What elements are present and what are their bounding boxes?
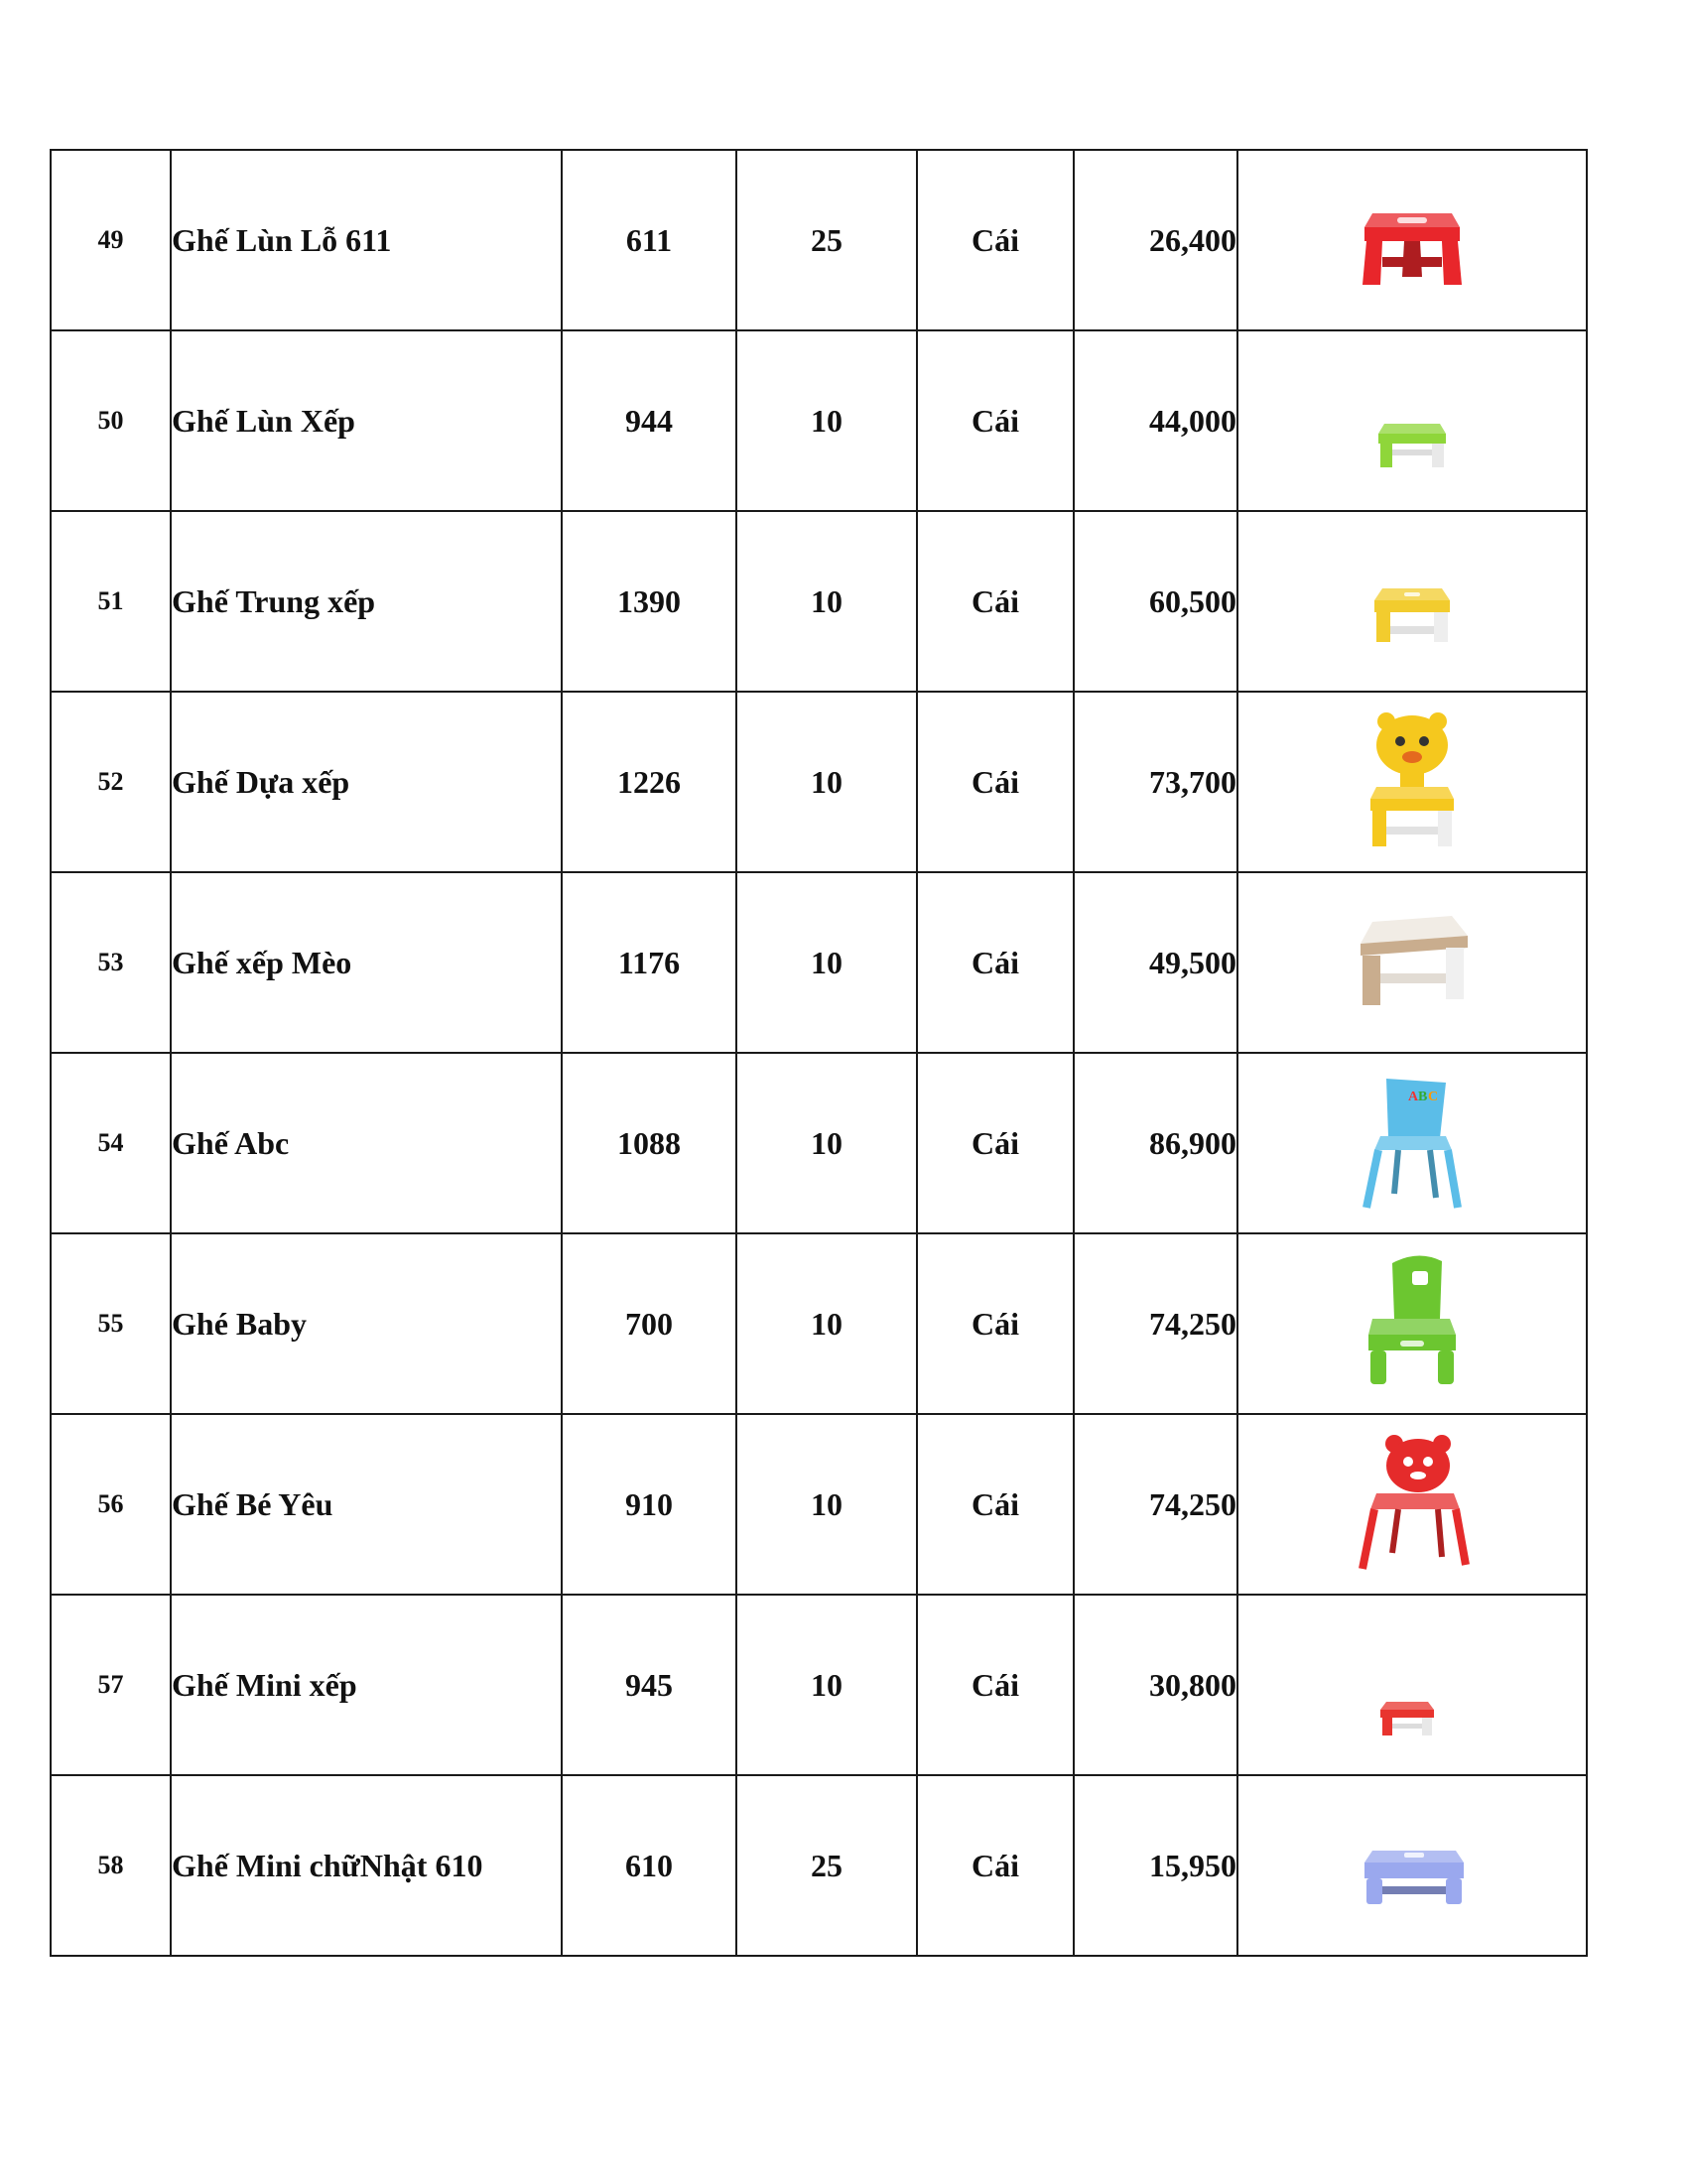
- product-name-cell: Ghế Bé Yêu: [171, 1414, 562, 1595]
- unit-cell: Cái: [917, 1775, 1074, 1956]
- row-number-cell: 52: [51, 692, 171, 872]
- unit-cell: Cái: [917, 150, 1074, 330]
- table-row: [51, 692, 1587, 872]
- unit-price-cell: 86,900: [1074, 1053, 1237, 1233]
- unit-cell: Cái: [917, 330, 1074, 511]
- product-image-cell: [1237, 1414, 1587, 1595]
- product-image-cell: [1237, 1595, 1587, 1775]
- row-number-cell: 58: [51, 1775, 171, 1956]
- product-name-cell: Ghế xếp Mèo: [171, 872, 562, 1053]
- product-image-cell: [1237, 1053, 1587, 1233]
- unit-price-cell: 60,500: [1074, 511, 1237, 692]
- product-name-cell: Ghế Mini xếp: [171, 1595, 562, 1775]
- svg-text:A: A: [1408, 1090, 1419, 1104]
- green-folding-stool-icon: [1343, 346, 1482, 495]
- yellow-tiger-chair-icon: [1343, 707, 1482, 856]
- product-name-cell: Ghé Baby: [171, 1233, 562, 1414]
- pack-quantity-cell: 25: [736, 1775, 917, 1956]
- table-row: [51, 1595, 1587, 1775]
- product-code-cell: 944: [562, 330, 736, 511]
- pack-quantity-cell: 10: [736, 692, 917, 872]
- pack-quantity-cell: 10: [736, 330, 917, 511]
- product-code-cell: 700: [562, 1233, 736, 1414]
- pack-quantity-cell: 10: [736, 1053, 917, 1233]
- product-code-cell: 1226: [562, 692, 736, 872]
- row-number-cell: 49: [51, 150, 171, 330]
- table-body: [51, 150, 1587, 1956]
- beige-folding-stool-icon: [1343, 888, 1482, 1037]
- table-row: [51, 511, 1587, 692]
- row-number-cell: 50: [51, 330, 171, 511]
- red-bear-chair-icon: [1343, 1430, 1482, 1579]
- product-price-table: [50, 149, 1588, 1957]
- row-number-cell: 51: [51, 511, 171, 692]
- product-code-cell: 610: [562, 1775, 736, 1956]
- unit-price-cell: 73,700: [1074, 692, 1237, 872]
- pack-quantity-cell: 10: [736, 1233, 917, 1414]
- unit-price-cell: 49,500: [1074, 872, 1237, 1053]
- pack-quantity-cell: 10: [736, 872, 917, 1053]
- product-image-cell: [1237, 511, 1587, 692]
- table-row: [51, 1775, 1587, 1956]
- svg-text:C: C: [1428, 1090, 1439, 1104]
- product-name-cell: Ghế Lùn Lỗ 611: [171, 150, 562, 330]
- product-image-cell: [1237, 150, 1587, 330]
- row-number-cell: 56: [51, 1414, 171, 1595]
- product-image-cell: [1237, 330, 1587, 511]
- svg-text:B: B: [1418, 1090, 1428, 1104]
- row-number-cell: 54: [51, 1053, 171, 1233]
- product-code-cell: 1176: [562, 872, 736, 1053]
- unit-cell: Cái: [917, 511, 1074, 692]
- product-code-cell: 945: [562, 1595, 736, 1775]
- product-code-cell: 1390: [562, 511, 736, 692]
- unit-cell: Cái: [917, 692, 1074, 872]
- unit-price-cell: 30,800: [1074, 1595, 1237, 1775]
- product-code-cell: 910: [562, 1414, 736, 1595]
- table-row: [51, 1414, 1587, 1595]
- row-number-cell: 57: [51, 1595, 171, 1775]
- unit-cell: Cái: [917, 1053, 1074, 1233]
- unit-cell: Cái: [917, 1233, 1074, 1414]
- product-name-cell: Ghế Dựa xếp: [171, 692, 562, 872]
- table-row: [51, 1233, 1587, 1414]
- pack-quantity-cell: 10: [736, 1595, 917, 1775]
- row-number-cell: 55: [51, 1233, 171, 1414]
- product-code-cell: 611: [562, 150, 736, 330]
- unit-cell: Cái: [917, 1414, 1074, 1595]
- unit-cell: Cái: [917, 1595, 1074, 1775]
- pack-quantity-cell: 10: [736, 1414, 917, 1595]
- unit-cell: Cái: [917, 872, 1074, 1053]
- product-name-cell: Ghế Abc: [171, 1053, 562, 1233]
- product-image-cell: [1237, 692, 1587, 872]
- green-baby-chair-icon: [1343, 1249, 1482, 1398]
- product-name-cell: Ghế Lùn Xếp: [171, 330, 562, 511]
- unit-price-cell: 44,000: [1074, 330, 1237, 511]
- red-mini-stool-icon: [1343, 1610, 1482, 1759]
- table-row: [51, 1053, 1587, 1233]
- yellow-folding-stool-icon: [1343, 527, 1482, 676]
- red-low-stool-icon: [1343, 166, 1482, 315]
- product-name-cell: Ghế Trung xếp: [171, 511, 562, 692]
- blue-abc-chair-icon: [1343, 1069, 1482, 1218]
- pack-quantity-cell: 25: [736, 150, 917, 330]
- row-number-cell: 53: [51, 872, 171, 1053]
- product-name-cell: Ghế Mini chữNhật 610: [171, 1775, 562, 1956]
- unit-price-cell: 74,250: [1074, 1414, 1237, 1595]
- product-code-cell: 1088: [562, 1053, 736, 1233]
- table-row: [51, 330, 1587, 511]
- unit-price-cell: 15,950: [1074, 1775, 1237, 1956]
- table-row: [51, 872, 1587, 1053]
- unit-price-cell: 74,250: [1074, 1233, 1237, 1414]
- product-image-cell: [1237, 1233, 1587, 1414]
- product-image-cell: [1237, 1775, 1587, 1956]
- table-row: [51, 150, 1587, 330]
- pack-quantity-cell: 10: [736, 511, 917, 692]
- product-image-cell: [1237, 872, 1587, 1053]
- lavender-rect-stool-icon: [1343, 1791, 1482, 1940]
- unit-price-cell: 26,400: [1074, 150, 1237, 330]
